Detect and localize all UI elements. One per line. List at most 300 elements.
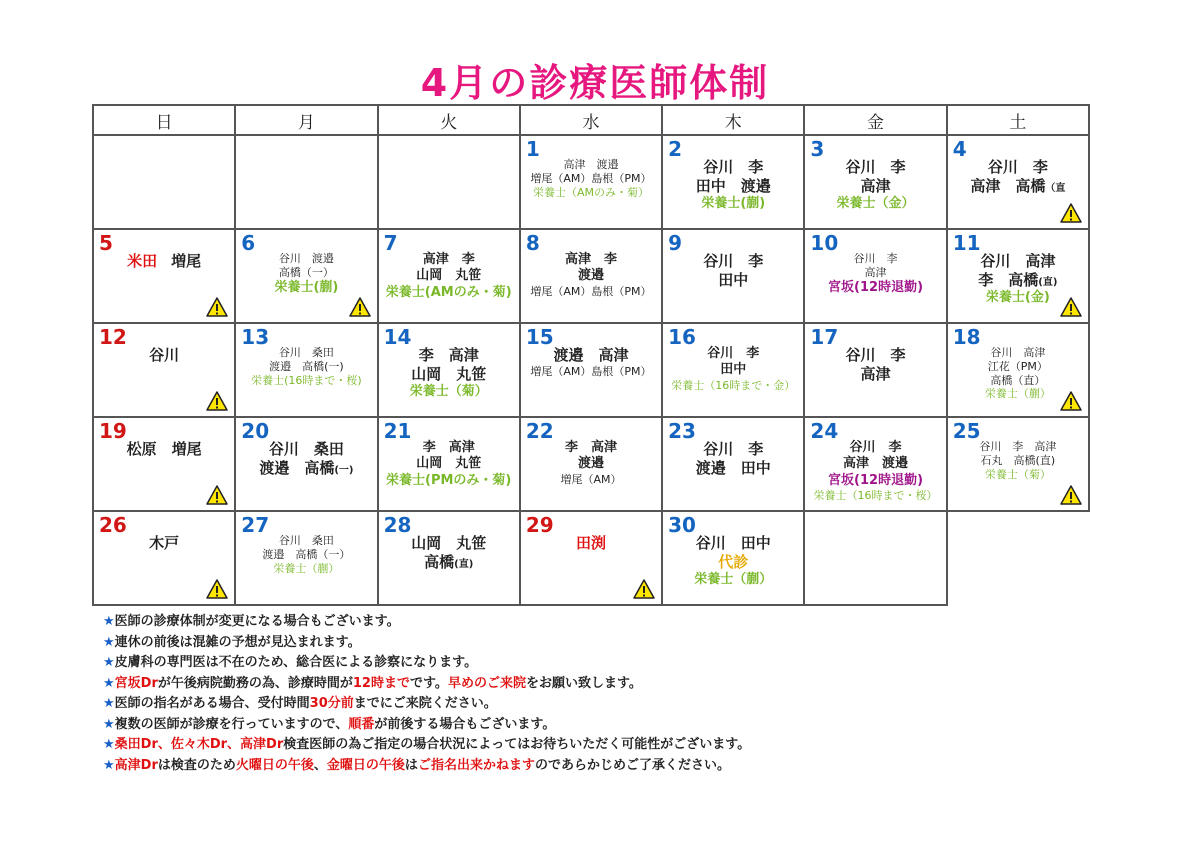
calendar-day-cell [662, 323, 804, 417]
doctor-list [805, 158, 945, 212]
note-text: 火曜日の午後 [235, 757, 314, 773]
day-number: 18 [952, 325, 981, 349]
doctor-line [521, 456, 661, 472]
doctor-line-text: 谷川 [149, 346, 180, 364]
doctor-line [948, 346, 1088, 360]
doctor-line-text: 谷川 李 [707, 346, 760, 361]
warning-icon [206, 297, 228, 317]
day-number: 21 [383, 419, 412, 443]
note-text: が午後病院勤務の為、診療時間が [157, 675, 353, 691]
day-number: 3 [810, 137, 825, 161]
warning-icon [1060, 203, 1082, 223]
doctor-line-text: 谷川 李 [703, 252, 764, 270]
warning-icon [1060, 485, 1082, 505]
doctor-line-text: 高橋（一） [278, 265, 334, 279]
doctor-list [94, 534, 234, 553]
doctor-line-text: 増尾（AM）島根（PM） [530, 284, 652, 298]
doctor-line-text: 代診 [718, 552, 749, 571]
note-text: 医師の診療体制が変更になる場合もございます。 [114, 614, 400, 629]
doctor-line-text: 渡邉 [577, 456, 604, 472]
calendar-empty-cell [804, 511, 946, 605]
doctor-line-text: 谷川 高津 [990, 346, 1046, 359]
doctor-line-text: 増尾 [171, 252, 202, 270]
doctor-line [236, 252, 376, 266]
day-number: 12 [99, 325, 127, 349]
day-number: 4 [952, 137, 967, 161]
note-text: 宮坂Dr [114, 675, 158, 691]
doctor-line [521, 268, 661, 284]
doctor-line-suffix: (一) [334, 464, 354, 476]
doctor-line-text: 高津 [860, 364, 891, 383]
calendar-day-cell [93, 229, 235, 323]
warning-icon [206, 579, 228, 599]
doctor-list [236, 252, 376, 296]
doctor-line [236, 374, 376, 388]
warning-icon [349, 297, 371, 317]
doctor-line [663, 196, 803, 212]
doctor-line-text: 李 高津 [564, 440, 617, 455]
calendar-week-row [93, 417, 1089, 511]
calendar-day-cell [520, 511, 662, 605]
doctor-line [948, 374, 1088, 388]
doctor-line-text: 木戸 [149, 534, 180, 552]
star-icon: ★ [103, 634, 115, 650]
day-number: 24 [810, 419, 839, 443]
calendar-empty-cell [378, 135, 520, 229]
warning-icon [633, 579, 655, 599]
note-item [103, 715, 750, 736]
doctor-line [663, 252, 803, 271]
calendar-day-cell [804, 417, 946, 511]
doctor-line [805, 196, 945, 212]
doctor-line-text: 高橋 [424, 552, 455, 571]
doctor-line [663, 158, 803, 177]
note-text: 順番 [348, 716, 375, 732]
weekday-mon: 月 [235, 105, 377, 135]
doctor-line-suffix: (直) [454, 558, 474, 570]
star-icon: ★ [103, 675, 115, 691]
note-item [103, 612, 750, 633]
calendar-day-cell [804, 229, 946, 323]
doctor-line-text: 渡邉 高橋(一) [269, 359, 344, 373]
doctor-list [521, 534, 661, 553]
warning-icon [206, 485, 228, 505]
note-text: をお願い致します。 [525, 675, 642, 691]
calendar-day-cell [235, 511, 377, 605]
calendar-day-cell [947, 417, 1089, 511]
doctor-line-text: 渡邉 田中 [695, 458, 771, 477]
doctor-line-text: 高津 渡邉 [563, 158, 619, 171]
calendar-day-cell [520, 229, 662, 323]
star-icon: ★ [103, 696, 115, 711]
doctor-line [236, 562, 376, 576]
doctor-list [663, 534, 803, 588]
calendar-table [92, 104, 1090, 606]
day-number: 25 [952, 419, 981, 443]
doctor-line [948, 440, 1088, 454]
note-text: 30分前 [309, 696, 354, 711]
doctor-line [379, 384, 519, 400]
calendar-week-row [93, 323, 1089, 417]
day-number: 29 [525, 513, 554, 537]
weekday-sun: 日 [93, 105, 235, 135]
note-text: 12時まで [352, 675, 410, 691]
doctor-line-text: 谷川 李 [703, 440, 764, 458]
doctor-line [805, 456, 945, 472]
doctor-line-text: 宮坂(12時退勤) [828, 472, 924, 488]
note-text: 早めのご来院 [447, 675, 526, 691]
doctor-line [663, 362, 803, 378]
doctor-line-text: 谷川 桑田 [278, 534, 334, 547]
doctor-line-text: 谷川 李 [845, 346, 906, 364]
calendar-day-cell [804, 323, 946, 417]
note-text: は [404, 757, 418, 773]
note-item [103, 653, 750, 674]
doctor-list [94, 252, 234, 271]
doctor-line [948, 468, 1088, 482]
doctor-line [521, 440, 661, 456]
calendar-day-cell [93, 417, 235, 511]
day-number: 11 [952, 231, 981, 255]
calendar-day-cell [947, 135, 1089, 229]
doctor-line-text: 増尾（AM） [560, 472, 622, 486]
doctor-line-text: 高橋（直） [990, 373, 1046, 387]
doctor-line-text: 谷川 李 高津 [979, 440, 1057, 453]
doctor-line-text: 山岡 丸笹 [416, 268, 482, 284]
doctor-line [379, 553, 519, 572]
doctor-line-text: 谷川 桑田 [268, 440, 344, 458]
warning-icon [1060, 391, 1082, 411]
weekday-wed: 水 [520, 105, 662, 135]
note-item [103, 633, 750, 654]
calendar-week-row [93, 511, 1089, 605]
doctor-line [379, 285, 519, 301]
doctor-list [236, 346, 376, 387]
doctor-line-text: 谷川 李 [853, 252, 898, 265]
doctor-line [805, 252, 945, 266]
doctor-line-text: 高津 李 [564, 252, 617, 267]
star-icon: ★ [103, 655, 115, 670]
note-item [103, 756, 750, 777]
doctor-line [94, 346, 234, 365]
day-number: 22 [525, 419, 554, 443]
doctor-line [948, 360, 1088, 374]
note-text: 桑田Dr、佐々木Dr、高津Dr [114, 737, 284, 752]
doctor-line-text: 谷川 高津 [980, 252, 1056, 270]
doctor-line-text: 栄養士(PMのみ・菊) [386, 472, 512, 488]
calendar-day-cell [662, 229, 804, 323]
doctor-line-text: 増尾（AM）島根（PM） [530, 364, 652, 378]
day-number: 17 [810, 325, 839, 349]
warning-icon [1060, 297, 1082, 317]
doctor-line [663, 177, 803, 196]
doctor-line-text: 渡邉 高橋 [259, 458, 335, 477]
doctor-line-text: 石丸 高橋(直) [980, 453, 1056, 467]
doctor-line-text: 田中 [720, 362, 747, 378]
note-text: 検査医師の為ご指定の場合状況によってはお待ちいただく可能性がございます。 [283, 737, 751, 752]
doctor-line-text: 高津 [860, 176, 891, 195]
doctor-line-text: 高津 李 [422, 252, 475, 267]
note-text: ご指名出来かねます [417, 757, 535, 773]
doctor-line-text: 谷川 李 [987, 158, 1048, 176]
doctor-line [805, 158, 945, 177]
note-text: です。 [409, 675, 448, 691]
day-number: 30 [668, 513, 696, 537]
note-item [103, 735, 750, 756]
doctor-line [805, 346, 945, 365]
doctor-line [521, 365, 661, 379]
calendar-week-row [93, 135, 1089, 229]
calendar-empty-cell [235, 135, 377, 229]
doctor-line-text: 栄養士（16時まで・金） [671, 378, 796, 392]
doctor-line-text: 栄養士(金) [985, 289, 1050, 305]
doctor-line-text: 田中 渡邉 [695, 176, 771, 195]
doctor-line-text: 谷川 桑田 [278, 346, 334, 359]
weekday-tue: 火 [378, 105, 520, 135]
doctor-line-text: 谷川 李 [703, 158, 764, 176]
doctor-list [805, 252, 945, 296]
weekday-header-row [93, 105, 1089, 135]
doctor-line-text: 栄養士（蒯） [984, 387, 1051, 401]
doctor-line [379, 456, 519, 472]
doctor-line [379, 365, 519, 384]
calendar-week-row [93, 229, 1089, 323]
doctor-line-suffix: （直 [1045, 182, 1066, 194]
doctor-line-text: 李 高津 [422, 440, 475, 455]
note-text: 医師の指名がある場合、受付時間 [114, 696, 310, 711]
doctor-list [379, 252, 519, 301]
doctor-line-text: 栄養士（金） [836, 195, 915, 211]
calendar-day-cell [520, 135, 662, 229]
doctor-list [805, 346, 945, 384]
doctor-line-text: 高津 [864, 265, 887, 279]
note-text: のであらかじめご了承ください。 [534, 757, 730, 773]
calendar-day-cell [520, 417, 662, 511]
doctor-line-text: 栄養士（菊） [984, 467, 1051, 481]
note-text: は検査のため [157, 757, 236, 773]
doctor-line [521, 346, 661, 365]
doctor-list [94, 440, 234, 459]
doctor-line [521, 285, 661, 299]
doctor-line-text: 山岡 丸笹 [411, 364, 487, 383]
calendar-day-cell [235, 229, 377, 323]
doctor-line [663, 271, 803, 290]
star-icon: ★ [103, 614, 115, 629]
day-number: 16 [668, 325, 696, 349]
doctor-line [663, 553, 803, 572]
doctor-line [379, 252, 519, 268]
weekday-sat: 土 [947, 105, 1089, 135]
star-icon: ★ [103, 716, 115, 732]
page-title: 4月の診療医師体制 [420, 61, 770, 105]
day-number: 23 [668, 419, 696, 443]
doctor-line-text: 栄養士（16時まで・桜） [813, 488, 938, 502]
calendar-day-cell [662, 511, 804, 605]
doctor-list [521, 252, 661, 298]
doctor-line [94, 534, 234, 553]
note-text: 、 [313, 757, 327, 773]
doctor-list [94, 346, 234, 365]
day-number: 2 [668, 137, 683, 161]
doctor-line [236, 266, 376, 280]
day-number: 20 [241, 419, 270, 443]
weekday-thu: 木 [662, 105, 804, 135]
doctor-line [521, 172, 661, 186]
doctor-line [805, 280, 945, 296]
star-icon: ★ [103, 737, 115, 752]
note-item [103, 674, 750, 695]
doctor-line-text: 栄養士（菊） [409, 383, 488, 399]
doctor-line-text: 高津 高橋 [970, 176, 1046, 195]
doctor-line [948, 271, 1088, 290]
doctor-list [521, 158, 661, 199]
day-number: 19 [99, 419, 127, 443]
doctor-line-text: 渡邉 [577, 268, 604, 284]
doctor-line [663, 346, 803, 362]
doctor-list [379, 534, 519, 572]
doctor-line [521, 186, 661, 200]
doctor-line-text: 李 高津 [418, 346, 479, 364]
doctor-line-text: 高津 渡邉 [843, 456, 909, 472]
calendar-day-cell [93, 511, 235, 605]
day-number: 14 [383, 325, 412, 349]
doctor-line-text: 李 高橋 [978, 270, 1039, 289]
calendar-day-cell [378, 417, 520, 511]
doctor-line-text: 増尾（AM）島根（PM） [530, 171, 652, 185]
doctor-line-text: 米田 [127, 252, 158, 270]
doctor-line [805, 365, 945, 384]
calendar-day-cell [378, 229, 520, 323]
doctor-line-text: 田中 [718, 270, 749, 289]
doctor-line [94, 440, 234, 459]
doctor-line [379, 440, 519, 456]
doctor-list [663, 346, 803, 392]
doctor-list [948, 440, 1088, 481]
doctor-line-text: 栄養士(16時まで・桜) [251, 373, 362, 387]
day-number: 9 [668, 231, 683, 255]
doctor-line-text: 江花（PM） [987, 359, 1048, 373]
doctor-line [948, 252, 1088, 271]
doctor-line [521, 534, 661, 553]
doctor-list [663, 252, 803, 290]
doctor-line [663, 534, 803, 553]
doctor-line [805, 266, 945, 280]
doctor-line-text: 宮坂(12時退勤) [828, 279, 924, 295]
doctor-line-text: 谷川 渡邉 [278, 252, 334, 265]
doctor-list [379, 440, 519, 489]
doctor-line [663, 459, 803, 478]
calendar-day-cell [947, 229, 1089, 323]
day-number: 8 [525, 231, 540, 255]
doctor-list [948, 158, 1088, 196]
doctor-line-text: 栄養士(AMのみ・菊) [385, 284, 512, 300]
note-text: までにご来院ください。 [353, 696, 497, 711]
doctor-line-text: 栄養士（蒯） [273, 561, 340, 575]
doctor-list [236, 534, 376, 575]
calendar-day-cell [378, 323, 520, 417]
doctor-line-text: 谷川 李 [849, 440, 902, 455]
doctor-line [236, 346, 376, 360]
doctor-line [379, 346, 519, 365]
doctor-line [236, 534, 376, 548]
warning-icon [206, 391, 228, 411]
doctor-line [805, 177, 945, 196]
doctor-line [663, 379, 803, 393]
note-text: 金曜日の午後 [326, 757, 405, 773]
calendar-day-cell [93, 323, 235, 417]
doctor-line-text: 栄養士(蒯) [274, 279, 339, 295]
doctor-list [521, 440, 661, 486]
weekday-fri: 金 [804, 105, 946, 135]
note-text: 皮膚科の専門医は不在のため、総合医による診察になります。 [114, 655, 478, 670]
day-number: 5 [99, 231, 113, 255]
doctor-list [663, 158, 803, 212]
doctor-line [521, 473, 661, 487]
day-number: 1 [525, 137, 540, 161]
note-text: が前後する場合もございます。 [374, 716, 556, 732]
doctor-list [521, 346, 661, 379]
doctor-line [948, 177, 1088, 196]
doctor-line-text: 山岡 丸笹 [411, 534, 487, 552]
calendar-day-cell [235, 323, 377, 417]
doctor-line-text: 渡邉 高津 [553, 346, 629, 364]
note-text: 連休の前後は混雑の予想が見込まれます。 [114, 634, 361, 650]
doctor-line [805, 473, 945, 489]
doctor-line-text: 栄養士（AMのみ・菊） [532, 185, 649, 199]
doctor-line [236, 280, 376, 296]
doctor-line [236, 360, 376, 374]
note-text: 高津Dr [114, 757, 158, 773]
doctor-line [521, 158, 661, 172]
note-text: 複数の医師が診療を行っていますので、 [114, 716, 349, 732]
calendar-day-cell [947, 323, 1089, 417]
doctor-line [236, 440, 376, 459]
day-number: 10 [810, 231, 839, 255]
doctor-list [236, 440, 376, 478]
doctor-line [948, 158, 1088, 177]
doctor-list [379, 346, 519, 400]
day-number: 26 [99, 513, 127, 537]
day-number: 28 [383, 513, 412, 537]
calendar-day-cell [378, 511, 520, 605]
calendar-blank-cell [947, 511, 1089, 605]
notes-list [103, 612, 750, 776]
doctor-line-text: 山岡 丸笹 [416, 456, 482, 472]
day-number: 27 [241, 513, 270, 537]
doctor-line [236, 548, 376, 562]
doctor-list [663, 440, 803, 478]
star-icon: ★ [103, 757, 115, 773]
doctor-line [663, 572, 803, 588]
doctor-line [805, 489, 945, 503]
doctor-line [805, 440, 945, 456]
doctor-line [663, 440, 803, 459]
doctor-line [379, 268, 519, 284]
day-number: 15 [525, 325, 554, 349]
doctor-line-text: 田渕 [575, 534, 606, 552]
doctor-list [805, 440, 945, 503]
doctor-line [94, 252, 234, 271]
day-number: 7 [383, 231, 398, 255]
calendar-empty-cell [93, 135, 235, 229]
calendar-day-cell [520, 323, 662, 417]
day-number: 13 [241, 325, 270, 349]
calendar-day-cell [235, 417, 377, 511]
doctor-line-suffix: (直) [1038, 276, 1058, 288]
doctor-line [948, 454, 1088, 468]
note-item [103, 694, 750, 715]
calendar-day-cell [804, 135, 946, 229]
